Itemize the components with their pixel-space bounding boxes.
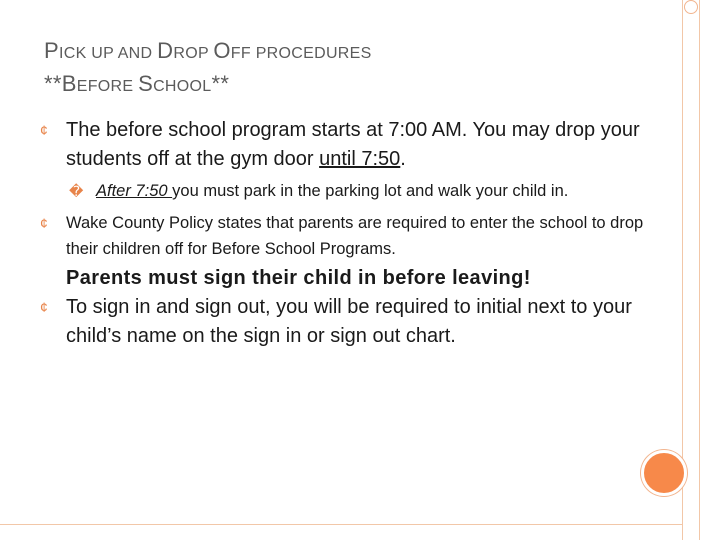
bullet-icon: ¢ xyxy=(40,122,48,138)
sub-bullet-item: � After 7:50 you must park in the parking lot and walk your child in. xyxy=(40,178,670,204)
decorative-circle-orange xyxy=(641,450,687,496)
slide-content xyxy=(40,116,670,351)
title-line-2: **BEFORE SCHOOL** xyxy=(44,71,230,96)
bullet-item-1: ¢ The before school program starts at 7:00 AM. You may drop your students off at the gym door until 7:50. xyxy=(40,116,670,174)
bullet-item-3: ¢ To sign in and sign out, you will be required to initial next to your child’s name on the sign in or sign out chart. xyxy=(40,293,670,351)
bullet-icon: ¢ xyxy=(40,215,48,231)
bullet-item-2-emphasis: Parents must sign their child in before leaving! xyxy=(66,267,531,289)
sub-bullet-icon: � xyxy=(69,183,84,199)
bullet-icon: ¢ xyxy=(40,299,48,315)
decorative-circle-top xyxy=(684,0,698,14)
bullet-item-2: ¢ Wake County Policy states that parents are required to enter the school to drop their children off for Before School Programs. xyxy=(40,210,670,262)
title-line-1: PICK UP AND DROP OFF PROCEDURES xyxy=(44,38,372,63)
slide-title xyxy=(44,36,664,102)
decorative-line-right xyxy=(699,0,700,540)
decorative-line-bottom xyxy=(0,524,682,525)
